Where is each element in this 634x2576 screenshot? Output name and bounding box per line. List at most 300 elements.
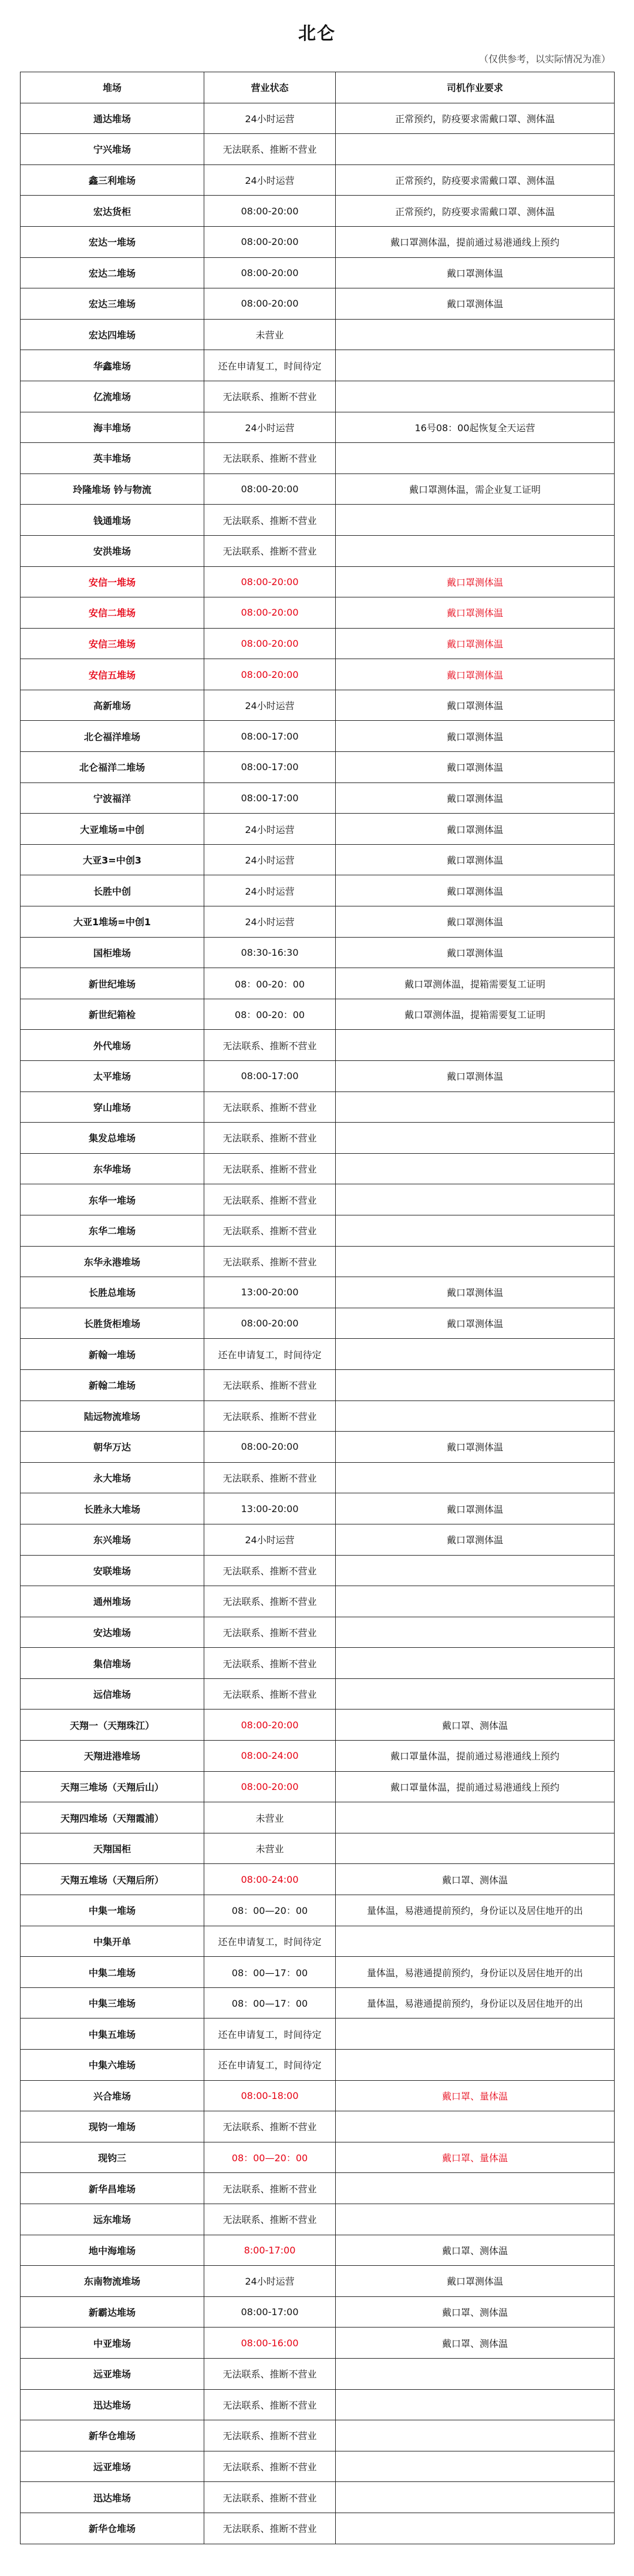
requirement-cell: 戴口罩测体温 (336, 2266, 615, 2297)
table-row (21, 1802, 615, 1833)
table-row (21, 1308, 615, 1339)
requirement-cell: 戴口罩测体温 (336, 937, 615, 968)
table-row (21, 1400, 615, 1432)
table-row (21, 1895, 615, 1926)
requirement-cell: 戴口罩、测体温 (336, 2296, 615, 2328)
yard-name-cell: 朝华万达 (21, 1432, 204, 1463)
status-cell: 还在申请复工，时间待定 (204, 1926, 336, 1957)
table-row (21, 1771, 615, 1802)
yard-name-cell: 迅达堆场 (21, 2389, 204, 2420)
yard-name-cell: 远亚堆场 (21, 2358, 204, 2389)
yard-name-cell: 外代堆场 (21, 1030, 204, 1061)
yard-name-cell: 宁波福洋 (21, 782, 204, 814)
status-cell: 无法联系、推断不营业 (204, 381, 336, 412)
yard-name-cell: 天翔四堆场（天翔霞浦） (21, 1802, 204, 1833)
requirement-cell (336, 2204, 615, 2235)
yard-name-cell: 中集二堆场 (21, 1957, 204, 1988)
table-row (21, 968, 615, 999)
status-cell: 还在申请复工，时间待定 (204, 1339, 336, 1370)
yard-name-cell: 迅达堆场 (21, 2482, 204, 2513)
requirement-cell (336, 1339, 615, 1370)
requirement-cell (336, 1030, 615, 1061)
table-row (21, 319, 615, 350)
table-row (21, 1617, 615, 1648)
table-row (21, 226, 615, 257)
table-row (21, 2513, 615, 2544)
table-row (21, 1957, 615, 1988)
table-row (21, 566, 615, 597)
page-title: 北仑 (298, 23, 336, 44)
status-cell: 无法联系、推断不营业 (204, 1617, 336, 1648)
requirement-cell (336, 1617, 615, 1648)
requirement-cell: 戴口罩测体温，需企业复工证明 (336, 473, 615, 505)
status-cell: 08：00-20：00 (204, 999, 336, 1030)
yard-name-cell: 集信堆场 (21, 1648, 204, 1679)
requirement-cell (336, 1678, 615, 1710)
status-cell: 08：00—20：00 (204, 1895, 336, 1926)
table-row (21, 752, 615, 783)
status-cell: 08:00-17:00 (204, 1061, 336, 1092)
status-cell: 08:00-20:00 (204, 1771, 336, 1802)
requirement-cell: 戴口罩测体温 (336, 566, 615, 597)
disclaimer-note: （仅供参考，以实际情况为准） (478, 53, 611, 65)
status-cell: 无法联系、推断不营业 (204, 1123, 336, 1154)
yard-name-cell: 远东堆场 (21, 2204, 204, 2235)
yard-name-cell: 宏达二堆场 (21, 257, 204, 288)
table-row (21, 1030, 615, 1061)
table-row (21, 628, 615, 659)
table-row (21, 1153, 615, 1184)
requirement-cell: 戴口罩、测体温 (336, 2235, 615, 2266)
table-row (21, 473, 615, 505)
status-cell: 08:00-17:00 (204, 721, 336, 752)
status-cell: 未营业 (204, 1802, 336, 1833)
yard-name-cell: 安达堆场 (21, 1617, 204, 1648)
status-cell: 08：00-20：00 (204, 968, 336, 999)
table-row (21, 1648, 615, 1679)
header-yard: 堆场 (21, 72, 204, 103)
table-row (21, 597, 615, 629)
yard-name-cell: 新翰一堆场 (21, 1339, 204, 1370)
status-cell: 13:00-20:00 (204, 1493, 336, 1524)
status-cell: 无法联系、推断不营业 (204, 2111, 336, 2142)
status-cell: 08:30-16:30 (204, 937, 336, 968)
requirement-cell (336, 350, 615, 381)
status-cell: 08:00-17:00 (204, 752, 336, 783)
requirement-cell: 戴口罩测体温 (336, 257, 615, 288)
status-cell: 无法联系、推断不营业 (204, 1246, 336, 1277)
requirement-cell: 戴口罩测体温 (336, 1524, 615, 1555)
table-row (21, 2420, 615, 2451)
requirement-cell: 戴口罩测体温 (336, 1493, 615, 1524)
table-row (21, 1493, 615, 1524)
yard-name-cell: 中集一堆场 (21, 1895, 204, 1926)
status-cell: 08:00-20:00 (204, 659, 336, 690)
requirement-cell (336, 1462, 615, 1493)
yard-name-cell: 北仑福洋堆场 (21, 721, 204, 752)
requirement-cell: 戴口罩测体温，提箱需要复工证明 (336, 999, 615, 1030)
yard-name-cell: 天翔一（天翔珠江） (21, 1710, 204, 1741)
status-cell: 24小时运营 (204, 412, 336, 443)
yard-name-cell: 宏达一堆场 (21, 226, 204, 257)
requirement-cell: 戴口罩、量体温 (336, 2080, 615, 2111)
yard-name-cell: 中集开单 (21, 1926, 204, 1957)
yard-name-cell: 陆远物流堆场 (21, 1400, 204, 1432)
yard-name-cell: 天翔国柜 (21, 1833, 204, 1864)
table-row (21, 257, 615, 288)
status-cell: 08:00-20:00 (204, 1432, 336, 1463)
yard-name-cell: 太平堆场 (21, 1061, 204, 1092)
table-row (21, 505, 615, 536)
table-row (21, 1061, 615, 1092)
table-row (21, 1123, 615, 1154)
status-cell: 无法联系、推断不营业 (204, 1153, 336, 1184)
status-cell: 24小时运营 (204, 164, 336, 196)
table-row (21, 2296, 615, 2328)
status-cell: 未营业 (204, 319, 336, 350)
yard-name-cell: 现钧三 (21, 2142, 204, 2173)
table-row (21, 1987, 615, 2019)
table-row (21, 2235, 615, 2266)
requirement-cell (336, 134, 615, 165)
requirement-cell (336, 2358, 615, 2389)
status-cell: 24小时运营 (204, 906, 336, 938)
yard-name-cell: 天翔五堆场（天翔后所） (21, 1864, 204, 1895)
requirement-cell (336, 1400, 615, 1432)
table-row (21, 1339, 615, 1370)
table-row (21, 1555, 615, 1586)
yard-name-cell: 东兴堆场 (21, 1524, 204, 1555)
requirement-cell: 戴口罩测体温，提前通过易港通线上预约 (336, 226, 615, 257)
requirement-cell (336, 1123, 615, 1154)
status-cell: 08:00-24:00 (204, 1741, 336, 1772)
yard-name-cell: 安信三堆场 (21, 628, 204, 659)
yard-name-cell: 中集六堆场 (21, 2050, 204, 2081)
requirement-cell (336, 505, 615, 536)
yard-name-cell: 新世纪堆场 (21, 968, 204, 999)
table-row (21, 1432, 615, 1463)
requirement-cell: 戴口罩测体温 (336, 844, 615, 875)
table-row (21, 999, 615, 1030)
yard-name-cell: 宁兴堆场 (21, 134, 204, 165)
requirement-cell (336, 1215, 615, 1246)
requirement-cell (336, 1555, 615, 1586)
yard-name-cell: 现钧一堆场 (21, 2111, 204, 2142)
header-status: 营业状态 (204, 72, 336, 103)
yard-name-cell: 新翰二堆场 (21, 1369, 204, 1400)
yard-name-cell: 鑫三利堆场 (21, 164, 204, 196)
table-row (21, 1369, 615, 1400)
requirement-cell (336, 2111, 615, 2142)
table-row (21, 2173, 615, 2204)
status-cell: 24小时运营 (204, 1524, 336, 1555)
status-cell: 无法联系、推断不营业 (204, 2451, 336, 2482)
table-row (21, 2050, 615, 2081)
table-row (21, 1091, 615, 1123)
yard-name-cell: 安信一堆场 (21, 566, 204, 597)
status-cell: 未营业 (204, 1833, 336, 1864)
yard-name-cell: 远亚堆场 (21, 2451, 204, 2482)
requirement-cell: 量体温，易港通提前预约，身份证以及居住地开的出 (336, 1895, 615, 1926)
table-row (21, 814, 615, 845)
requirement-cell: 量体温，易港通提前预约，身份证以及居住地开的出 (336, 1957, 615, 1988)
yard-name-cell: 东华一堆场 (21, 1184, 204, 1215)
status-cell: 无法联系、推断不营业 (204, 1648, 336, 1679)
table-body (21, 103, 615, 2544)
status-cell: 24小时运营 (204, 2266, 336, 2297)
status-cell: 08:00-20:00 (204, 1710, 336, 1741)
status-cell: 无法联系、推断不营业 (204, 2173, 336, 2204)
yard-name-cell: 宏达三堆场 (21, 288, 204, 320)
yard-name-cell: 兴合堆场 (21, 2080, 204, 2111)
status-cell: 24小时运营 (204, 690, 336, 721)
requirement-cell: 戴口罩、量体温 (336, 2142, 615, 2173)
table-row (21, 1926, 615, 1957)
table-row (21, 1246, 615, 1277)
yard-name-cell: 国柜堆场 (21, 937, 204, 968)
table-row (21, 2142, 615, 2173)
yard-name-cell: 玲隆堆场 钤与物流 (21, 473, 204, 505)
requirement-cell: 戴口罩测体温 (336, 875, 615, 906)
yard-name-cell: 通州堆场 (21, 1586, 204, 1617)
requirement-cell (336, 1246, 615, 1277)
requirement-cell: 戴口罩测体温 (336, 1277, 615, 1308)
status-cell: 08:00-20:00 (204, 196, 336, 227)
yard-table (20, 72, 615, 2544)
requirement-cell: 正常预约，防疫要求需戴口罩、测体温 (336, 164, 615, 196)
requirement-cell (336, 381, 615, 412)
requirement-cell: 16号08：00起恢复全天运营 (336, 412, 615, 443)
requirement-cell: 戴口罩测体温 (336, 782, 615, 814)
requirement-cell: 戴口罩测体温 (336, 721, 615, 752)
requirement-cell: 戴口罩、测体温 (336, 2328, 615, 2359)
requirement-cell: 正常预约，防疫要求需戴口罩、测体温 (336, 103, 615, 134)
table-row (21, 1184, 615, 1215)
table-row (21, 164, 615, 196)
table-row (21, 1524, 615, 1555)
table-row (21, 690, 615, 721)
yard-name-cell: 东南物流堆场 (21, 2266, 204, 2297)
yard-name-cell: 长胜中创 (21, 875, 204, 906)
table-row (21, 1710, 615, 1741)
yard-name-cell: 东华永港堆场 (21, 1246, 204, 1277)
requirement-cell (336, 2513, 615, 2544)
requirement-cell (336, 1926, 615, 1957)
status-cell: 无法联系、推断不营业 (204, 2389, 336, 2420)
requirement-cell: 戴口罩测体温，提箱需要复工证明 (336, 968, 615, 999)
table-row (21, 196, 615, 227)
table-row (21, 134, 615, 165)
status-cell: 08:00-20:00 (204, 597, 336, 629)
table-row (21, 443, 615, 474)
table-row (21, 2080, 615, 2111)
yard-name-cell: 天翔三堆场（天翔后山） (21, 1771, 204, 1802)
status-cell: 无法联系、推断不营业 (204, 1091, 336, 1123)
requirement-cell (336, 1648, 615, 1679)
table-row (21, 782, 615, 814)
table-row (21, 906, 615, 938)
yard-name-cell: 钱通堆场 (21, 505, 204, 536)
table-row (21, 875, 615, 906)
table-row (21, 1586, 615, 1617)
requirement-cell: 戴口罩测体温 (336, 1432, 615, 1463)
status-cell: 24小时运营 (204, 875, 336, 906)
status-cell: 无法联系、推断不营业 (204, 1184, 336, 1215)
status-cell: 无法联系、推断不营业 (204, 1030, 336, 1061)
status-cell: 08:00-24:00 (204, 1864, 336, 1895)
yard-name-cell: 天翔进港堆场 (21, 1741, 204, 1772)
status-cell: 24小时运营 (204, 103, 336, 134)
yard-name-cell: 英丰堆场 (21, 443, 204, 474)
yard-name-cell: 大亚堆场=中创 (21, 814, 204, 845)
requirement-cell (336, 1369, 615, 1400)
table-row (21, 381, 615, 412)
yard-name-cell: 东华二堆场 (21, 1215, 204, 1246)
table-row (21, 2266, 615, 2297)
yard-name-cell: 东华堆场 (21, 1153, 204, 1184)
status-cell: 08:00-20:00 (204, 226, 336, 257)
yard-name-cell: 宏达四堆场 (21, 319, 204, 350)
table-row (21, 288, 615, 320)
requirement-cell (336, 2420, 615, 2451)
yard-name-cell: 远信堆场 (21, 1678, 204, 1710)
requirement-cell: 戴口罩测体温 (336, 288, 615, 320)
requirement-cell: 戴口罩测体温 (336, 814, 615, 845)
status-cell: 24小时运营 (204, 814, 336, 845)
yard-name-cell: 中集五堆场 (21, 2019, 204, 2050)
status-cell: 13:00-20:00 (204, 1277, 336, 1308)
requirement-cell: 戴口罩、测体温 (336, 1710, 615, 1741)
table-row (21, 2358, 615, 2389)
status-cell: 08:00-20:00 (204, 628, 336, 659)
table-row (21, 1741, 615, 1772)
yard-name-cell: 安信二堆场 (21, 597, 204, 629)
table-row (21, 659, 615, 690)
requirement-cell (336, 1833, 615, 1864)
status-cell: 无法联系、推断不营业 (204, 1369, 336, 1400)
yard-name-cell: 新华仓堆场 (21, 2513, 204, 2544)
status-cell: 还在申请复工，时间待定 (204, 2019, 336, 2050)
table-row (21, 1833, 615, 1864)
requirement-cell (336, 2389, 615, 2420)
table-row (21, 844, 615, 875)
table-row (21, 103, 615, 134)
yard-name-cell: 安信五堆场 (21, 659, 204, 690)
yard-name-cell: 新华仓堆场 (21, 2420, 204, 2451)
requirement-cell: 戴口罩测体温 (336, 906, 615, 938)
requirement-cell (336, 1184, 615, 1215)
requirement-cell (336, 2451, 615, 2482)
table-row (21, 412, 615, 443)
yard-name-cell: 高新堆场 (21, 690, 204, 721)
status-cell: 还在申请复工，时间待定 (204, 350, 336, 381)
requirement-cell: 正常预约，防疫要求需戴口罩、测体温 (336, 196, 615, 227)
status-cell: 08:00-17:00 (204, 782, 336, 814)
status-cell: 无法联系、推断不营业 (204, 1555, 336, 1586)
status-cell: 08:00-17:00 (204, 2296, 336, 2328)
status-cell: 还在申请复工，时间待定 (204, 2050, 336, 2081)
status-cell: 无法联系、推断不营业 (204, 2204, 336, 2235)
status-cell: 无法联系、推断不营业 (204, 1586, 336, 1617)
table-row (21, 350, 615, 381)
requirement-cell (336, 2173, 615, 2204)
table-row (21, 1277, 615, 1308)
status-cell: 08:00-20:00 (204, 288, 336, 320)
yard-name-cell: 亿流堆场 (21, 381, 204, 412)
yard-name-cell: 集发总堆场 (21, 1123, 204, 1154)
yard-name-cell: 新华昌堆场 (21, 2173, 204, 2204)
yard-name-cell: 华鑫堆场 (21, 350, 204, 381)
status-cell: 无法联系、推断不营业 (204, 2482, 336, 2513)
table-row (21, 1864, 615, 1895)
table-row (21, 535, 615, 566)
status-cell: 08:00-20:00 (204, 257, 336, 288)
status-cell: 无法联系、推断不营业 (204, 2420, 336, 2451)
yard-name-cell: 中集三堆场 (21, 1987, 204, 2019)
yard-name-cell: 大亚1堆场=中创1 (21, 906, 204, 938)
requirement-cell: 戴口罩测体温 (336, 690, 615, 721)
status-cell: 08：00—17：00 (204, 1987, 336, 2019)
requirement-cell (336, 443, 615, 474)
requirement-cell: 戴口罩测体温 (336, 1061, 615, 1092)
table-row (21, 2451, 615, 2482)
table-row (21, 2204, 615, 2235)
status-cell: 08：00—17：00 (204, 1957, 336, 1988)
table-row (21, 2111, 615, 2142)
requirement-cell (336, 535, 615, 566)
yard-name-cell: 大亚3=中创3 (21, 844, 204, 875)
yard-name-cell: 新霸达堆场 (21, 2296, 204, 2328)
status-cell: 无法联系、推断不营业 (204, 134, 336, 165)
yard-name-cell: 安洪堆场 (21, 535, 204, 566)
status-cell: 无法联系、推断不营业 (204, 505, 336, 536)
yard-name-cell: 新世纪箱检 (21, 999, 204, 1030)
requirement-cell: 戴口罩测体温 (336, 597, 615, 629)
requirement-cell: 戴口罩量体温，提前通过易港通线上预约 (336, 1771, 615, 1802)
requirement-cell: 戴口罩量体温，提前通过易港通线上预约 (336, 1741, 615, 1772)
status-cell: 08:00-20:00 (204, 1308, 336, 1339)
yard-name-cell: 宏达货柜 (21, 196, 204, 227)
status-cell: 08:00-18:00 (204, 2080, 336, 2111)
yard-name-cell: 穿山堆场 (21, 1091, 204, 1123)
table-row (21, 721, 615, 752)
status-cell: 无法联系、推断不营业 (204, 2513, 336, 2544)
yard-name-cell: 中亚堆场 (21, 2328, 204, 2359)
requirement-cell (336, 1802, 615, 1833)
table-header-row (21, 72, 615, 103)
table-row (21, 2482, 615, 2513)
requirement-cell (336, 2050, 615, 2081)
status-cell: 无法联系、推断不营业 (204, 1400, 336, 1432)
status-cell: 无法联系、推断不营业 (204, 535, 336, 566)
yard-name-cell: 长胜货柜堆场 (21, 1308, 204, 1339)
table-row (21, 1462, 615, 1493)
yard-name-cell: 安联堆场 (21, 1555, 204, 1586)
status-cell: 无法联系、推断不营业 (204, 1678, 336, 1710)
yard-name-cell: 通达堆场 (21, 103, 204, 134)
table-row (21, 1215, 615, 1246)
status-cell: 无法联系、推断不营业 (204, 443, 336, 474)
requirement-cell: 戴口罩测体温 (336, 659, 615, 690)
requirement-cell: 量体温，易港通提前预约，身份证以及居住地开的出 (336, 1987, 615, 2019)
yard-name-cell: 永大堆场 (21, 1462, 204, 1493)
table-row (21, 2019, 615, 2050)
table-row (21, 937, 615, 968)
requirement-cell (336, 2019, 615, 2050)
requirement-cell: 戴口罩测体温 (336, 752, 615, 783)
yard-name-cell: 地中海堆场 (21, 2235, 204, 2266)
yard-name-cell: 北仑福洋二堆场 (21, 752, 204, 783)
